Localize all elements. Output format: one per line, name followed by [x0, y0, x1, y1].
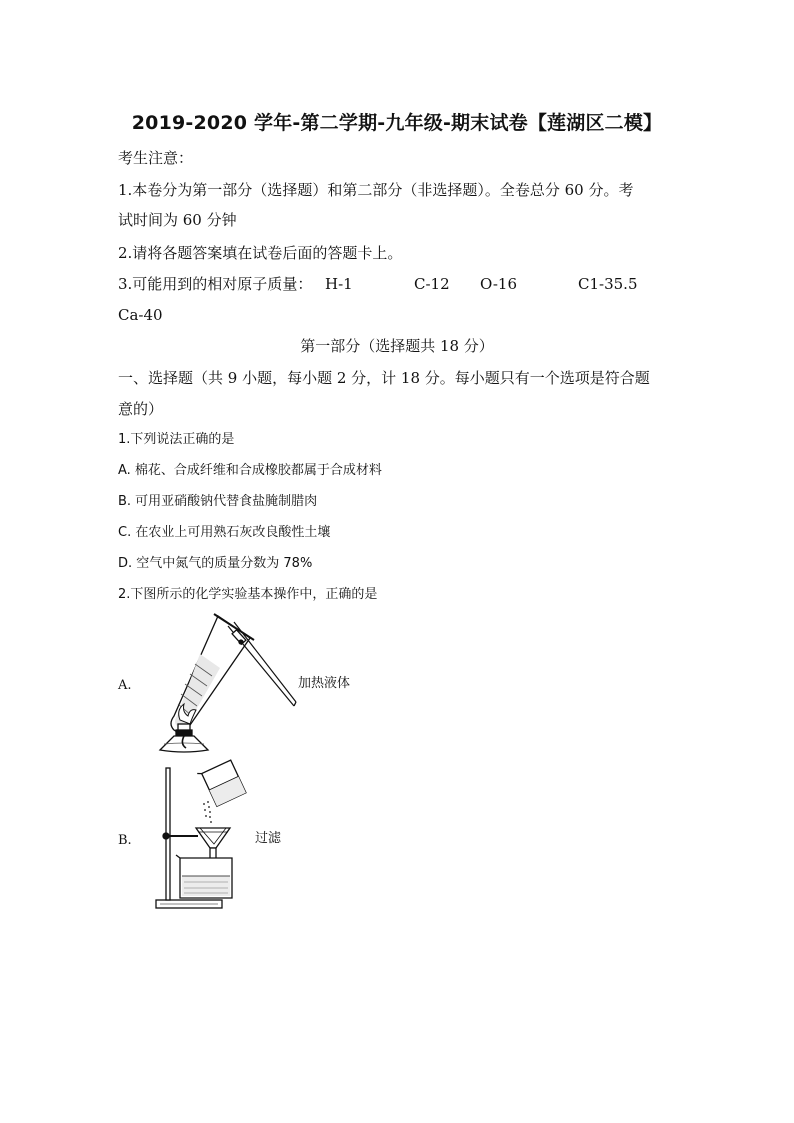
question-1-option-d: D. 空气中氮气的质量分数为 78% [118, 556, 313, 571]
atomic-mass-cl: C1-35.5 [578, 275, 638, 293]
question-1-option-a: A. 棉花、合成纤维和合成橡胶都属于合成材料 [118, 463, 382, 478]
exam-title: 2019-2020 学年-第二学期-九年级-期末试卷【莲湖区二模】 [131, 112, 663, 134]
question-2-stem: 2.下图所示的化学实验基本操作中，正确的是 [118, 587, 378, 602]
atomic-mass-o: O-16 [480, 275, 518, 293]
atomic-mass-ca: Ca-40 [118, 306, 163, 324]
question-2-option-b-caption: 过滤 [255, 831, 282, 846]
question-2-option-b-letter: B. [118, 833, 132, 848]
question-2-option-a-caption: 加热液体 [298, 676, 351, 691]
question-2-option-a-letter: A. [118, 678, 132, 693]
notice-item-3-label: 3.可能用到的相对原子质量： [118, 275, 313, 293]
part1-heading: 第一部分（选择题共 18 分） [300, 337, 494, 355]
notice-item-2: 2.请将各题答案填在试卷后面的答题卡上。 [118, 244, 403, 262]
notice-item-1-line-2: 试时间为 60 分钟 [118, 211, 237, 229]
question-1-option-b: B. 可用亚硝酸钠代替食盐腌制腊肉 [118, 494, 318, 509]
notice-heading: 考生注意： [118, 149, 194, 167]
part1-instruction-line-2: 意的） [118, 400, 164, 418]
atomic-mass-h: H-1 [325, 275, 353, 293]
part1-instruction-line-1: 一、选择题（共 9 小题，每小题 2 分，计 18 分。每小题只有一个选项是符合题 [118, 369, 650, 387]
atomic-mass-c: C-12 [414, 275, 450, 293]
question-1-stem: 1.下列说法正确的是 [118, 432, 235, 447]
filtration-illustration [152, 762, 262, 912]
question-1-option-c: C. 在农业上可用熟石灰改良酸性土壤 [118, 525, 331, 540]
notice-item-1-line-1: 1.本卷分为第一部分（选择题）和第二部分（非选择题）。全卷总分 60 分。考 [118, 181, 634, 199]
heating-liquid-illustration [150, 612, 300, 752]
